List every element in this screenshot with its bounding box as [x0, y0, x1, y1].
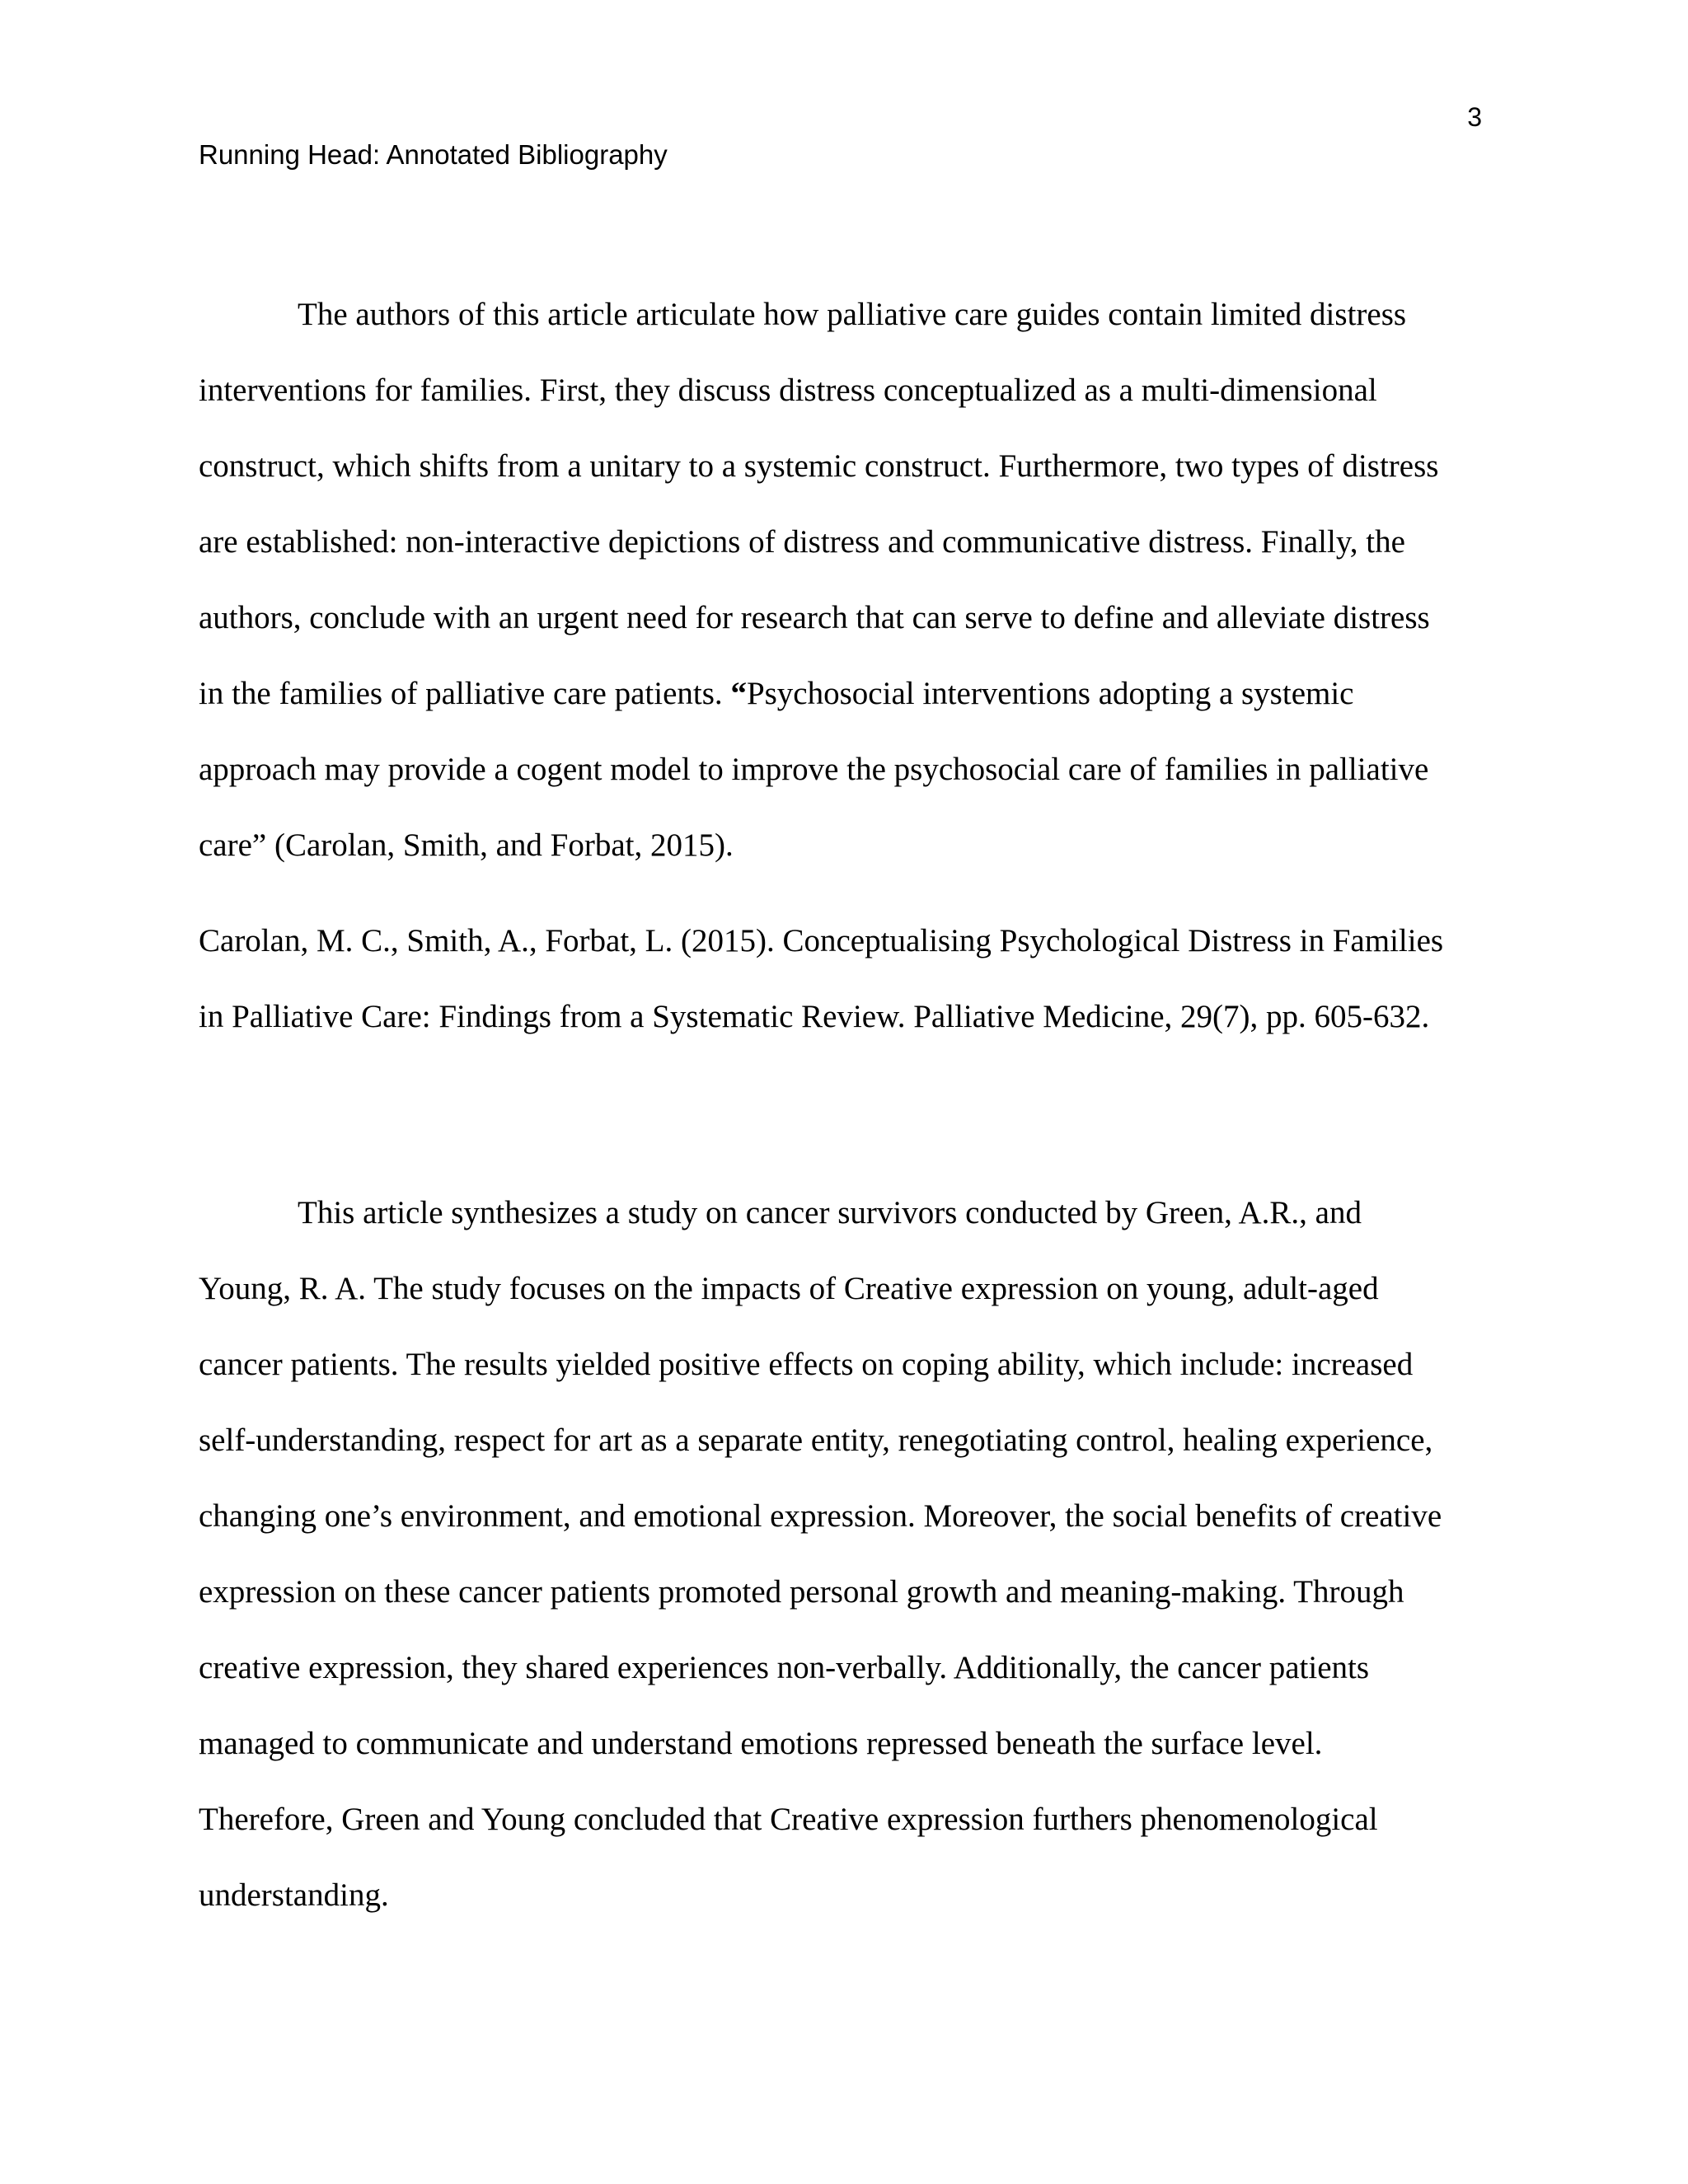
paragraph-line: Therefore, Green and Young concluded that Creative expression furthers phenomenological [199, 1802, 1378, 1837]
running-head: Running Head: Annotated Bibliography [199, 139, 668, 170]
paragraph-line: cancer patients. The results yielded positive effects on coping ability, which include: increased [199, 1347, 1414, 1382]
paragraph-line: creative expression, they shared experiences non-verbally. Additionally, the cancer patients [199, 1650, 1370, 1685]
page-number: 3 [1467, 102, 1482, 132]
citation-line: Carolan, M. C., Smith, A., Forbat, L. (2015). Conceptualising Psychological Distress in Families [199, 923, 1444, 958]
reference-citation-carolan [199, 903, 1493, 1055]
quote-text: Psychosocial interventions adopting a systemic [746, 676, 1354, 711]
annotation-paragraph-green-young [199, 1175, 1493, 1933]
paragraph-line: construct, which shifts from a unitary to a systemic construct. Furthermore, two types of distress [199, 448, 1439, 484]
paragraph-line: care” (Carolan, Smith, and Forbat, 2015). [199, 827, 734, 863]
paragraph-line: approach may provide a cogent model to improve the psychosocial care of families in palliative [199, 752, 1429, 787]
paragraph-line: self-understanding, respect for art as a separate entity, renegotiating control, healing experience, [199, 1422, 1433, 1458]
paragraph-line: managed to communicate and understand emotions repressed beneath the surface level. [199, 1726, 1323, 1761]
paragraph-line: interventions for families. First, they discuss distress conceptualized as a multi-dimensional [199, 373, 1377, 408]
paragraph-line: This article synthesizes a study on cancer survivors conducted by Green, A.R., and [298, 1195, 1362, 1230]
paragraph-line: Young, R. A. The study focuses on the impacts of Creative expression on young, adult-aged [199, 1271, 1379, 1306]
paragraph-line: are established: non-interactive depictions of distress and communicative distress. Finally, the [199, 524, 1405, 560]
paragraph-line: changing one’s environment, and emotional expression. Moreover, the social benefits of creative [199, 1498, 1442, 1534]
paragraph-line: authors, conclude with an urgent need for research that can serve to define and alleviate distress [199, 600, 1430, 635]
paragraph-line: expression on these cancer patients promoted personal growth and meaning-making. Through [199, 1574, 1404, 1610]
annotation-paragraph-carolan [199, 277, 1493, 883]
citation-line: in Palliative Care: Findings from a Systematic Review. Palliative Medicine, 29(7), pp. 605-632. [199, 999, 1430, 1034]
paragraph-line: understanding. [199, 1877, 389, 1913]
open-quote-mark: “ [730, 676, 747, 711]
paragraph-line-with-quote [199, 656, 1493, 732]
paragraph-line: The authors of this article articulate how palliative care guides contain limited distress [298, 297, 1407, 332]
line-text: in the families of palliative care patients. [199, 676, 731, 711]
